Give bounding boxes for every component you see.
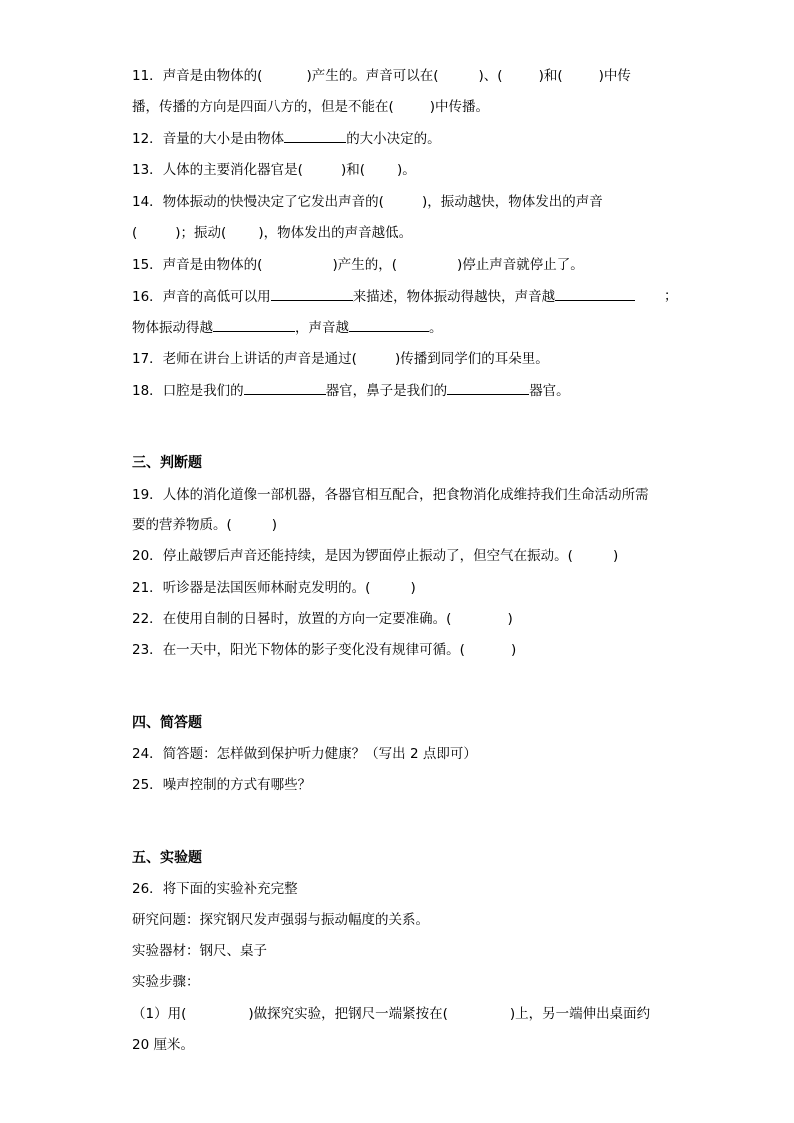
answer-blank[interactable] <box>555 286 635 301</box>
question-14: 14．物体振动的快慢决定了它发出声音的( )，振动越快，物体发出的声音 <box>132 194 603 210</box>
question-24: 24．简答题：怎样做到保护听力健康？（写出 2 点即可） <box>132 746 477 762</box>
question-17: 17．老师在讲台上讲话的声音是通过( )传播到同学们的耳朵里。 <box>132 351 549 367</box>
question-14-line-2: ( )；振动( )，物体发出的声音越低。 <box>132 225 413 241</box>
question-23: 23．在一天中，阳光下物体的影子变化没有规律可循。( ) <box>132 642 517 658</box>
question-20: 20．停止敲锣后声音还能持续，是因为锣面停止振动了，但空气在振动。( ) <box>132 548 619 564</box>
answer-blank[interactable] <box>447 380 529 395</box>
question-12: 12．音量的大小是由物体 的大小决定的。 <box>132 128 441 149</box>
answer-blank[interactable] <box>284 128 346 143</box>
question-16-line-2: 物体振动得越 ，声音越 。 <box>132 317 443 338</box>
section-heading-experiment: 五、实验题 <box>132 850 202 866</box>
question-25: 25．噪声控制的方式有哪些？ <box>132 777 312 793</box>
experiment-step-1: （1）用( )做探究实验，把钢尺一端紧按在( )上，另一端伸出桌面约 <box>132 1006 651 1022</box>
question-19: 19．人体的消化道像一部机器，各器官相互配合，把食物消化成维持我们生命活动所需 <box>132 487 649 503</box>
question-15: 15．声音是由物体的( )产生的，( )停止声音就停止了。 <box>132 257 584 273</box>
question-11-line-2: 播，传播的方向是四面八方的，但是不能在( )中传播。 <box>132 99 490 115</box>
answer-blank[interactable] <box>244 380 326 395</box>
question-19-line-2: 要的营养物质。( ) <box>132 517 278 533</box>
question-18: 18．口腔是我们的 器官，鼻子是我们的 器官。 <box>132 380 570 401</box>
question-13: 13．人体的主要消化器官是( )和( )。 <box>132 162 416 178</box>
experiment-step-1-line-2: 20 厘米。 <box>132 1037 194 1053</box>
answer-blank[interactable] <box>349 317 429 332</box>
question-11: 11．声音是由物体的( )产生的。声音可以在( )、( )和( )中传 <box>132 68 631 84</box>
answer-blank[interactable] <box>271 286 353 301</box>
question-21: 21．听诊器是法国医师林耐克发明的。( ) <box>132 580 416 596</box>
research-question: 研究问题：探究钢尺发声强弱与振动幅度的关系。 <box>132 912 429 928</box>
section-heading-short-answer: 四、简答题 <box>132 715 202 731</box>
experiment-materials: 实验器材：钢尺、桌子 <box>132 943 267 959</box>
section-heading-judgement: 三、判断题 <box>132 455 202 471</box>
experiment-steps-label: 实验步骤： <box>132 974 200 990</box>
answer-blank[interactable] <box>213 317 295 332</box>
question-26: 26．将下面的实验补充完整 <box>132 881 298 897</box>
question-16: 16．声音的高低可以用 来描述，物体振动得越快，声音越 <box>132 286 635 307</box>
document-page: 11．声音是由物体的( )产生的。声音可以在( )、( )和( )中传 播，传播的方向是四面八方的，但是不能在( )中传播。 12．音量的大小是由物体 的大小决定的。 13．人体的主要消化器官是( )和( )。 14．物体振动的快慢决定了它发出声音的( )，振动越快，物体发出的声音 ( )；振动( )，物体发出的声音越低。 15．声音是由物体的( )产生的，( )停止声音就停止了。 16．声音的高低可以用 来描述，物体振动得越快，声音越 ； 物体振动得越 ，声音越 。 17．老师在讲台上讲话的声音是通过( )传播到同学们的耳朵里。 18．口腔是我们的 器官，鼻子是我们的 器官。 三、判断题 19．人体的消化道像一部机器，各器官相互配合，把食物消化成维持我们生命活动所需 要的营养物质。( ) 20．停止敲锣后声音还能持续，是因为锣面停止振动了，但空气在振动。( ) 21．听诊器是法国医师林耐克发明的。( ) 22．在使用自制的日晷时，放置的方向一定要准确。( ) 23．在一天中，阳光下物体的影子变化没有规律可循。( ) 四、简答题 24．简答题：怎样做到保护听力健康？（写出 2 点即可） 25．噪声控制的方式有哪些？ 五、实验题 26．将下面的实验补充完整 研究问题：探究钢尺发声强弱与振动幅度的关系。 实验器材：钢尺、桌子 实验步骤： （1）用( )做探究实验，把钢尺一端紧按在( )上，另一端伸出桌面约 20 厘米。 <box>132 68 678 1053</box>
question-22: 22．在使用自制的日晷时，放置的方向一定要准确。( ) <box>132 611 513 627</box>
